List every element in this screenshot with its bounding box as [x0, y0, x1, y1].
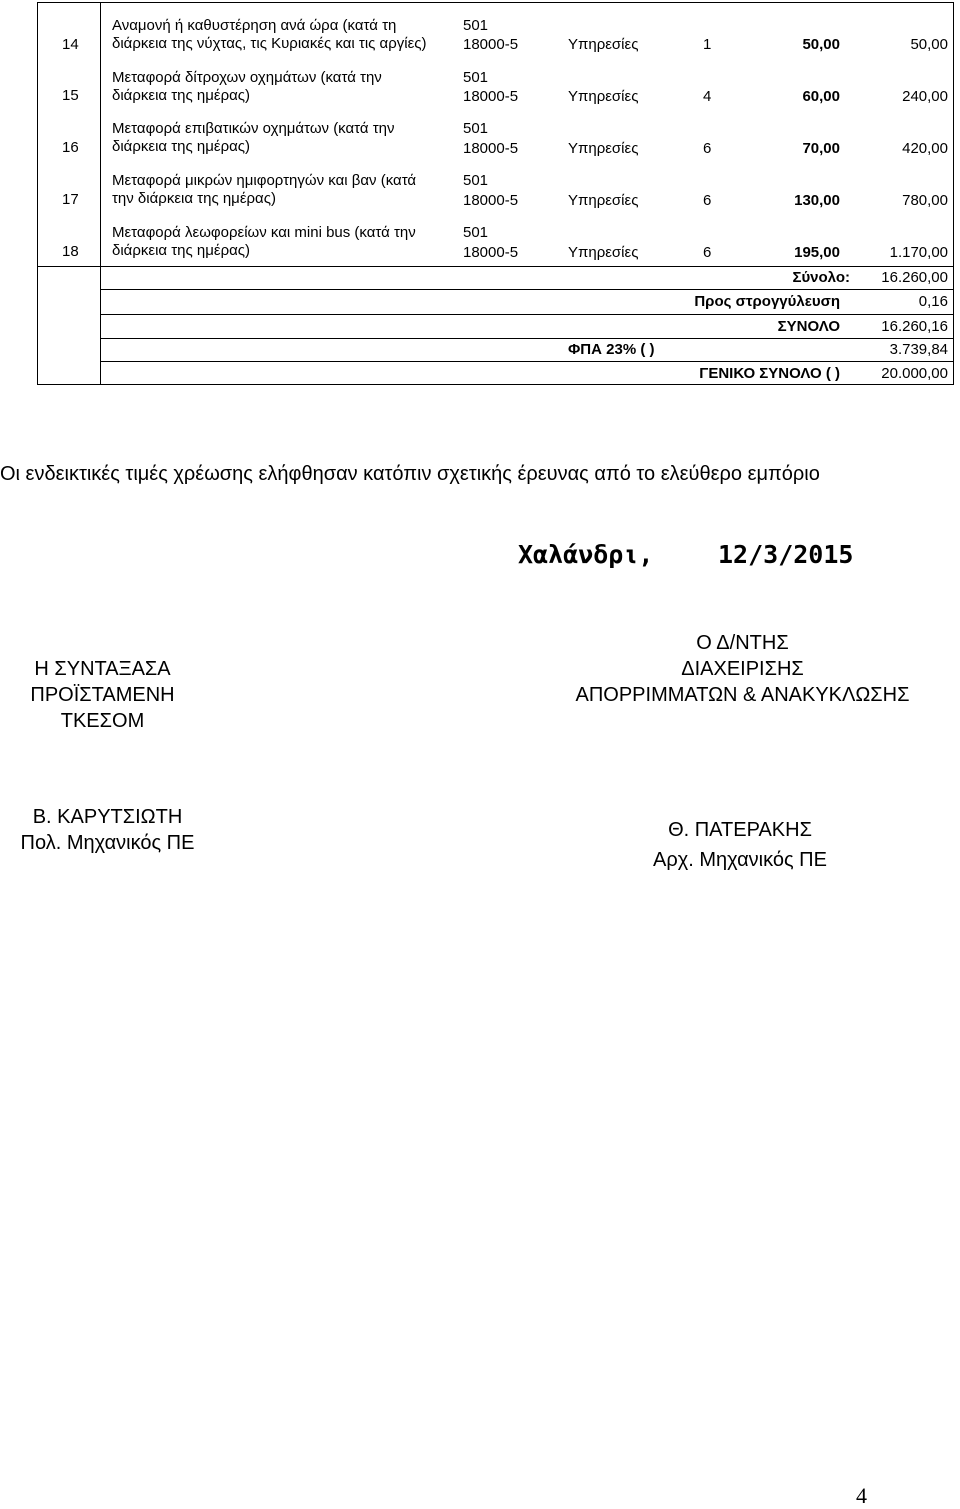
left-signer-line1: Η ΣΥΝΤΑΞΑΣΑ: [34, 658, 171, 680]
place: Χαλάνδρι,: [518, 540, 654, 569]
row-total: 50,00: [910, 36, 948, 53]
row-code: 501: [463, 224, 489, 241]
total-label: ΣΥΝΟΛΟ: [777, 318, 840, 335]
row-qty: 6: [703, 192, 712, 209]
row-code: 18000-5: [463, 140, 519, 157]
row-description: Μεταφορά μικρών ημιφορτηγών και βαν (κατά: [112, 172, 417, 189]
row-description: Αναμονή ή καθυστέρηση ανά ώρα (κατά τη: [112, 17, 397, 34]
left-signer-line2: ΠΡΟΪΣΤΑΜΕΝΗ: [30, 684, 175, 706]
row-price: 60,00: [802, 88, 840, 105]
row-price: 195,00: [794, 244, 840, 261]
row-description: διάρκεια της ημέρας): [112, 87, 251, 104]
right-signer-line2: ΔΙΑΧΕΙΡΙΣΗΣ: [681, 658, 804, 680]
row-description: διάρκεια της νύχτας, τις Κυριακές και τις αργίες): [112, 35, 427, 52]
vat-value: 3.739,84: [889, 341, 948, 358]
row-unit: Υπηρεσίες: [568, 192, 639, 209]
right-signer-name-block: [600, 815, 880, 875]
left-signer-line3: ΤΚΕΣΟΜ: [60, 710, 145, 732]
row-code: 501: [463, 69, 489, 86]
rounding-value: 0,16: [918, 293, 948, 310]
vat-label: ΦΠΑ 23% ( ): [568, 341, 655, 358]
row-price: 130,00: [794, 192, 840, 209]
row-qty: 1: [703, 36, 712, 53]
row-description: διάρκεια της ημέρας): [112, 138, 251, 155]
row-number: 17: [62, 191, 79, 208]
row-description: την διάρκεια της ημέρας): [112, 190, 276, 207]
row-number: 14: [62, 36, 79, 53]
row-description: Μεταφορά δίτροχων οχημάτων (κατά την: [112, 69, 382, 86]
row-number: 18: [62, 243, 79, 260]
right-signer-line1: Ο Δ/ΝΤΗΣ: [696, 632, 789, 654]
row-price: 50,00: [802, 36, 840, 53]
right-signer-block: [540, 630, 945, 708]
row-description: Μεταφορά επιβατικών οχημάτων (κατά την: [112, 120, 395, 137]
row-number: 16: [62, 139, 79, 156]
row-qty: 6: [703, 140, 712, 157]
row-qty: 4: [703, 88, 712, 105]
right-signer-line3: ΑΠΟΡΡΙΜΜΑΤΩΝ & ΑΝΑΚΥΚΛΩΣΗΣ: [575, 684, 910, 706]
total-value: 16.260,16: [881, 318, 948, 335]
page-number: 4: [856, 1483, 867, 1508]
left-signer-name: Β. ΚΑΡΥΤΣΙΩΤΗ: [32, 806, 183, 828]
row-code: 18000-5: [463, 88, 519, 105]
row-total: 1.170,00: [889, 244, 948, 261]
row-total: 780,00: [902, 192, 948, 209]
grand-total-value: 20.000,00: [881, 365, 948, 382]
pricing-note: Οι ενδεικτικές τιμές χρέωσης ελήφθησαν κατόπιν σχετικής έρευνας από το ελεύθερο εμπόριο: [0, 463, 820, 485]
left-signer-name-block: [0, 804, 215, 856]
row-code: 18000-5: [463, 192, 519, 209]
sum-label: Σύνολο:: [792, 269, 850, 286]
row-description: διάρκεια της ημέρας): [112, 242, 251, 259]
left-signer-title: Πολ. Μηχανικός ΠΕ: [20, 832, 195, 854]
sum-value: 16.260,00: [881, 269, 948, 286]
row-price: 70,00: [802, 140, 840, 157]
left-signer-block: [0, 656, 205, 734]
row-code: 18000-5: [463, 36, 519, 53]
row-qty: 6: [703, 244, 712, 261]
rounding-label: Προς στρογγύλευση: [694, 293, 840, 310]
row-unit: Υπηρεσίες: [568, 244, 639, 261]
grand-total-label: ΓΕΝΙΚΟ ΣΥΝΟΛΟ ( ): [699, 365, 840, 382]
row-code: 501: [463, 17, 489, 34]
row-number: 15: [62, 87, 79, 104]
row-code: 501: [463, 120, 489, 137]
right-signer-title: Αρχ. Μηχανικός ΠΕ: [653, 849, 827, 871]
row-total: 420,00: [902, 140, 948, 157]
row-unit: Υπηρεσίες: [568, 140, 639, 157]
row-code: 18000-5: [463, 244, 519, 261]
row-unit: Υπηρεσίες: [568, 88, 639, 105]
row-code: 501: [463, 172, 489, 189]
row-description: Μεταφορά λεωφορείων και mini bus (κατά την: [112, 224, 416, 241]
row-unit: Υπηρεσίες: [568, 36, 639, 53]
right-signer-name: Θ. ΠΑΤΕΡΑΚΗΣ: [668, 819, 812, 841]
date: 12/3/2015: [718, 540, 854, 569]
row-total: 240,00: [902, 88, 948, 105]
